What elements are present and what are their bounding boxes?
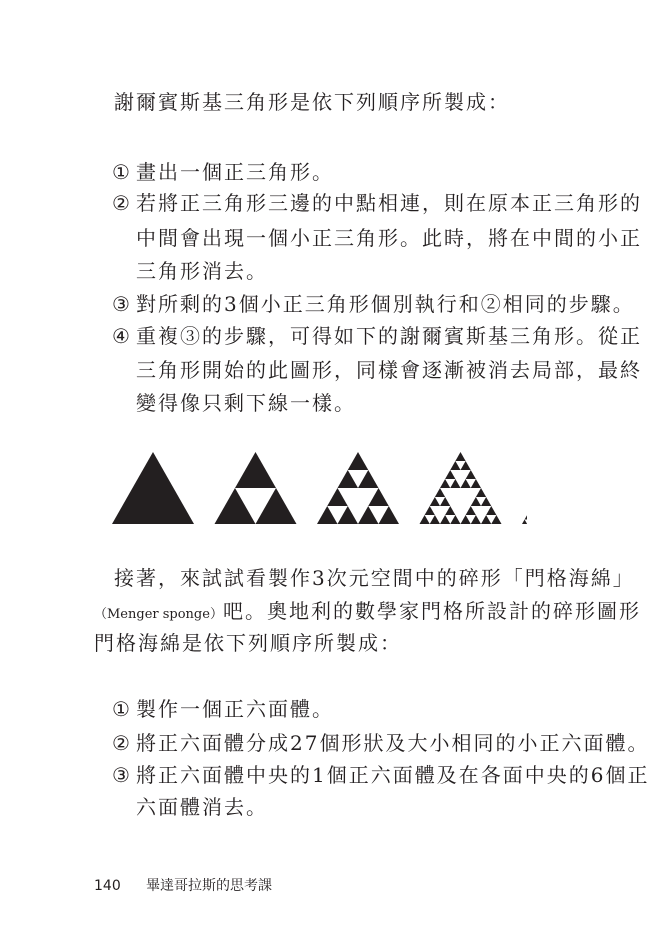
triangle-shape <box>430 515 440 524</box>
page-number: 140 <box>94 878 121 894</box>
step-text: 三角形開始的此圖形，同樣會逐漸被消去局部，最終 <box>136 358 642 382</box>
triangle-shape <box>440 515 450 524</box>
triangle-shape <box>445 506 455 515</box>
triangle-shape <box>235 452 276 488</box>
step-text: 若將正三角形三邊的中點相連，則在原本正三角形的 <box>136 191 642 215</box>
paragraph-line <box>94 597 641 629</box>
triangle-shape <box>466 470 476 479</box>
triangle-shape <box>338 470 359 488</box>
triangle-shape <box>215 488 256 524</box>
triangle-shape <box>348 452 369 470</box>
step-number: ① <box>112 697 132 721</box>
triangle-shape <box>379 506 400 524</box>
triangle-shape <box>112 452 194 524</box>
step-number: ③ <box>112 292 132 316</box>
step-number: ① <box>112 160 132 184</box>
triangle-shape <box>450 479 460 488</box>
triangle-shape <box>425 506 435 515</box>
triangle-shape <box>486 506 496 515</box>
triangle-shape <box>491 515 501 524</box>
triangle-shape <box>471 497 481 506</box>
sierpinski-iteration-1 <box>215 452 297 524</box>
step-number: ② <box>112 191 132 215</box>
triangle-shape <box>338 506 359 524</box>
triangle-shape <box>455 452 465 461</box>
triangle-shape <box>327 488 348 506</box>
paragraph-line: 門格海綿是依下列順序所製成： <box>94 631 402 655</box>
triangle-shape <box>445 470 455 479</box>
intro-text: 謝爾賓斯基三角形是依下列順序所製成： <box>114 90 510 114</box>
book-title: 畢達哥拉斯的思考課 <box>146 878 272 894</box>
triangle-shape <box>420 515 430 524</box>
triangle-shape <box>471 515 481 524</box>
triangle-shape <box>440 479 450 488</box>
triangle-shape <box>430 497 440 506</box>
triangle-shape <box>481 497 491 506</box>
triangle-shape <box>358 506 379 524</box>
triangle-shape <box>481 515 491 524</box>
step-text: 畫出一個正三角形。 <box>136 160 334 184</box>
triangle-shape <box>435 488 445 497</box>
triangle-shape <box>471 479 481 488</box>
triangle-shape <box>256 488 297 524</box>
step-text: 變得像只剩下線一樣。 <box>136 391 356 415</box>
triangle-shape <box>522 520 527 525</box>
triangle-shape <box>317 506 338 524</box>
triangle-shape <box>368 488 389 506</box>
triangle-shape <box>461 515 471 524</box>
triangle-shape <box>440 497 450 506</box>
sierpinski-iteration-0 <box>112 452 194 524</box>
triangle-shape <box>476 488 486 497</box>
paragraph-text: 吧。奧地利的數學家門格所設計的碎形圖形 <box>222 599 641 623</box>
triangle-shape <box>466 506 476 515</box>
sierpinski-iteration-3 <box>420 452 502 524</box>
paragraph-line: 接著，來試試看製作3次元空間中的碎形「門格海綿」 <box>114 566 635 590</box>
sierpinski-iteration-2 <box>317 452 399 524</box>
step-text: 將正六面體中央的1個正六面體及在各面中央的6個正 <box>136 763 650 787</box>
triangle-shape <box>450 461 460 470</box>
triangle-shape <box>358 470 379 488</box>
step-text: 中間會出現一個小正三角形。此時，將在中間的小正 <box>136 226 642 250</box>
step-number: ③ <box>112 763 132 787</box>
step-number: ② <box>112 731 132 755</box>
step-text: 將正六面體分成27個形狀及大小相同的小正六面體。 <box>136 731 650 755</box>
step-text: 重複③的步驟，可得如下的謝爾賓斯基三角形。從正 <box>136 324 642 348</box>
term-english: （Menger sponge） <box>94 607 223 622</box>
triangle-shape <box>461 479 471 488</box>
step-text: 六面體消去。 <box>136 795 268 819</box>
step-text: 製作一個正六面體。 <box>136 697 334 721</box>
sierpinski-triangle-figure <box>112 452 527 526</box>
step-text: 三角形消去。 <box>136 259 268 283</box>
triangle-shape <box>461 461 471 470</box>
step-text: 對所剩的3個小正三角形個別執行和②相同的步驟。 <box>136 292 635 316</box>
triangle-shape <box>525 515 527 520</box>
step-number: ④ <box>112 324 132 348</box>
sierpinski-iteration-4 <box>522 452 527 524</box>
triangle-shape <box>450 515 460 524</box>
